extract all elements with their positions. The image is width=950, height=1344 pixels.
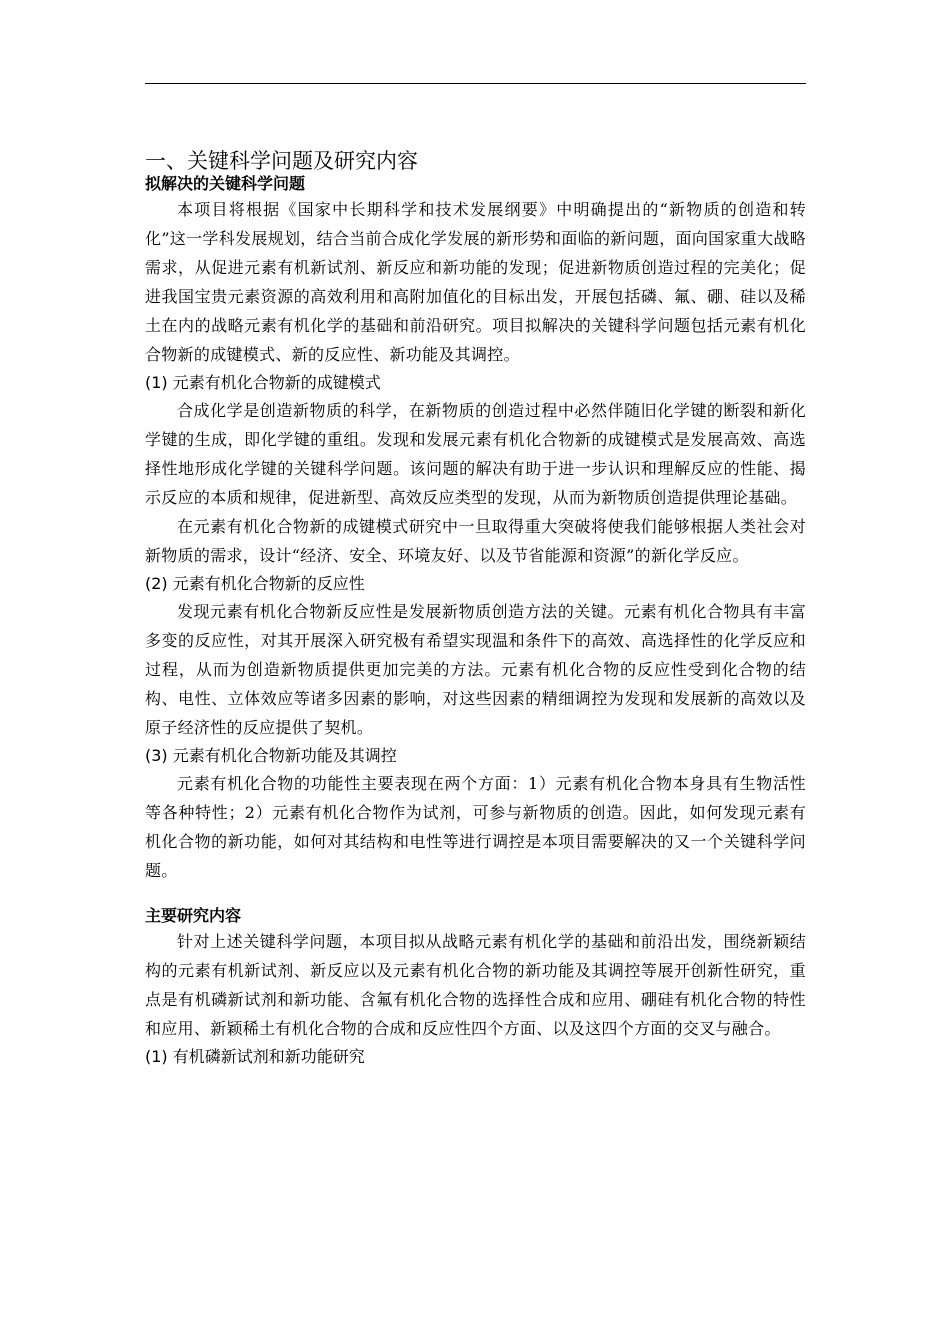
problem-3-heading: (3) 元素有机化合物新功能及其调控: [145, 746, 397, 765]
research-item-1-heading: (1) 有机磷新试剂和新功能研究: [145, 1047, 365, 1066]
problems-intro-paragraph: 本项目将根据《国家中长期科学和技术发展纲要》中明确提出的“新物质的创造和转化”这一学科发展规划，结合当前合成化学发展的新形势和面临的新问题，面向国家重大战略需求，从促进元素有机新试剂、新反应和新功能的发现；促进新物质创造过程的完美化；促进我国宝贵元素资源的高效利用和高附加值化的目标出发，开展包括磷、氟、硼、硅以及稀土在内的战略元素有机化学的基础和前沿研究。项目拟解决的关键科学问题包括元素有机化合物新的成键模式、新的反应性、新功能及其调控。: [145, 200, 806, 364]
problem-1-heading: (1) 元素有机化合物新的成键模式: [145, 373, 381, 392]
problems-heading: 拟解决的关键科学问题: [145, 174, 306, 193]
document-body: [145, 147, 806, 1070]
problem-2-heading: (2) 元素有机化合物新的反应性: [145, 574, 365, 593]
problem-1-paragraph-2: 在元素有机化合物新的成键模式研究中一旦取得重大突破将使我们能够根据人类社会对新物质的需求，设计“经济、安全、环境友好、以及节省能源和资源”的新化学反应。: [145, 517, 806, 565]
problem-2-paragraph-1: 发现元素有机化合物新反应性是发展新物质创造方法的关键。元素有机化合物具有丰富多变的反应性，对其开展深入研究极有希望实现温和条件下的高效、高选择性的化学反应和过程，从而为创造新物质提供更加完美的方法。元素有机化合物的反应性受到化合物的结构、电性、立体效应等诸多因素的影响，对这些因素的精细调控为发现和发展新的高效以及原子经济性的反应提供了契机。: [145, 602, 806, 737]
research-heading: 主要研究内容: [145, 906, 242, 925]
research-intro-paragraph: 针对上述关键科学问题，本项目拟从战略元素有机化学的基础和前沿出发，围绕新颖结构的元素有机新试剂、新反应以及元素有机化合物的新功能及其调控等展开创新性研究，重点是有机磷新试剂和新功能、含氟有机化合物的选择性合成和应用、硼硅有机化合物的特性和应用、新颖稀土有机化合物的合成和反应性四个方面、以及这四个方面的交叉与融合。: [145, 932, 806, 1038]
problem-3-paragraph-1: 元素有机化合物的功能性主要表现在两个方面：1）元素有机化合物本身具有生物活性等各种特性；2）元素有机化合物作为试剂，可参与新物质的创造。因此，如何发现元素有机化合物的新功能，如何对其结构和电性等进行调控是本项目需要解决的又一个关键科学问题。: [145, 774, 806, 880]
section-title: 一、关键科学问题及研究内容: [145, 149, 418, 173]
header-rule: [145, 83, 806, 84]
problem-1-paragraph-1: 合成化学是创造新物质的科学，在新物质的创造过程中必然伴随旧化学键的断裂和新化学键的生成，即化学键的重组。发现和发展元素有机化合物新的成键模式是发展高效、高选择性地形成化学键的关键科学问题。该问题的解决有助于进一步认识和理解反应的性能、揭示反应的本质和规律，促进新型、高效反应类型的发现，从而为新物质创造提供理论基础。: [145, 401, 806, 507]
section-gap: [145, 885, 806, 905]
